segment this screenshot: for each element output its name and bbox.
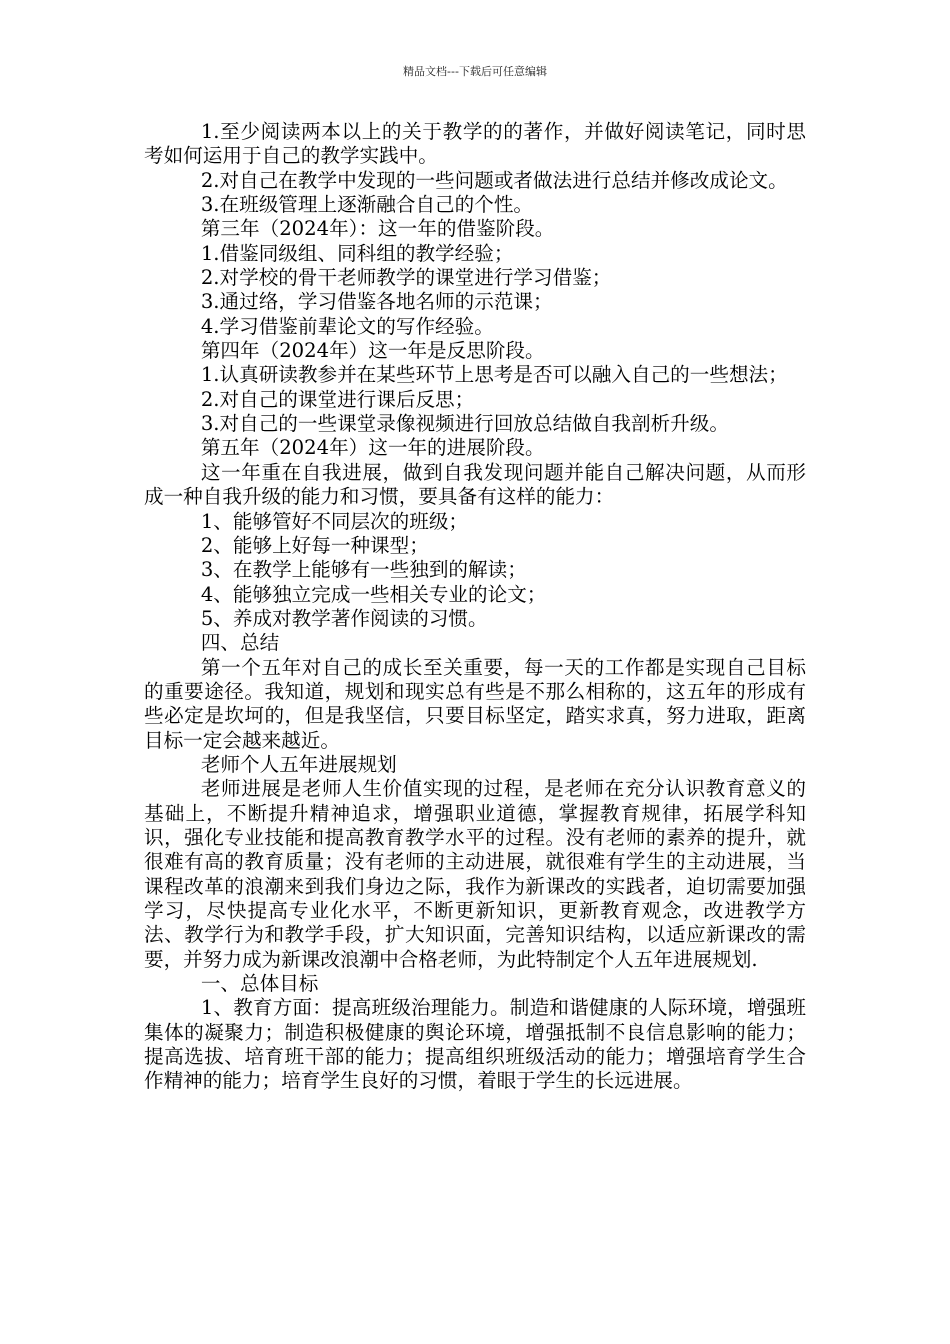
- paragraph: 5、养成对教学著作阅读的习惯。: [200, 606, 488, 630]
- paragraph: 1、教育方面：提高班级治理能力。制造和谐健康的人际环境，增强班集体的凝聚力；制造积极健康的舆论环境，增强抵制不良信息影响的能力；提高选拔、培育班干部的能力；提高组织班级活动的能力；增强培育学生合作精神的能力；培育学生良好的习惯，着眼于学生的长远进展。: [144, 996, 806, 1093]
- paragraph: 4.学习借鉴前辈论文的写作经验。: [200, 314, 494, 338]
- paragraph: 2.对自己的课堂进行课后反思；: [200, 387, 475, 411]
- paragraph: 1.借鉴同级组、同科组的教学经验；: [200, 241, 514, 265]
- paragraph: 1、能够管好不同层次的班级；: [200, 509, 469, 533]
- paragraph: 第四年（2024年）这一年是反思阶段。: [200, 339, 545, 363]
- document-body: [144, 120, 806, 1094]
- paragraph: 3.通过络，学习借鉴各地名师的示范课；: [200, 290, 553, 314]
- paragraph: 第五年（2024年）这一年的进展阶段。: [200, 436, 545, 460]
- section-heading: 老师个人五年进展规划: [200, 752, 397, 776]
- paragraph: 4、能够独立完成一些相关专业的论文；: [200, 582, 547, 606]
- paragraph: 3、在教学上能够有一些独到的解读；: [200, 558, 527, 582]
- paragraph: 2、能够上好每一种课型；: [200, 533, 429, 557]
- paragraph: 第一个五年对自己的成长至关重要，每一天的工作都是实现自己目标的重要途径。我知道，规划和现实总有些是不那么相称的，这五年的形成有些必定是坎坷的，但是我坚信，只要目标坚定，踏实求真，努力进取，距离目标一定会越来越近。: [144, 655, 806, 752]
- paragraph: 2.对学校的骨干老师教学的课堂进行学习借鉴；: [200, 266, 612, 290]
- paragraph: 3.在班级管理上逐渐融合自己的个性。: [200, 193, 534, 217]
- paragraph: 第三年（2024年）：这一年的借鉴阶段。: [200, 217, 555, 241]
- paragraph: 这一年重在自我进展，做到自我发现问题并能自己解决问题，从而形成一种自我升级的能力和习惯，要具备有这样的能力：: [144, 460, 806, 509]
- paragraph: 1.认真研读教参并在某些环节上思考是否可以融入自己的一些想法；: [200, 363, 788, 387]
- page-header: 精品文档---下载后可任意编辑: [403, 65, 547, 78]
- paragraph: 3.对自己的一些课堂录像视频进行回放总结做自我剖析升级。: [200, 412, 729, 436]
- paragraph: 2.对自己在教学中发现的一些问题或者做法进行总结并修改成论文。: [200, 168, 788, 192]
- section-heading: 一、总体目标: [200, 972, 319, 996]
- paragraph: 1.至少阅读两本以上的关于教学的的著作，并做好阅读笔记，同时思考如何运用于自己的教学实践中。: [144, 120, 806, 168]
- paragraph: 老师进展是老师人生价值实现的过程，是老师在充分认识教育意义的基础上，不断提升精神追求，增强职业道德，掌握教育规律，拓展学科知识，强化专业技能和提高教育教学水平的过程。没有老师的素养的提升，就很难有高的教育质量；没有老师的主动进展，就很难有学生的主动进展，当课程改革的浪潮来到我们身边之际，我作为新课改的实践者，迫切需要加强学习，尽快提高专业化水平，不断更新知识，更新教育观念，改进教学方法、教学行为和教学手段，扩大知识面，完善知识结构，以适应新课改的需要，并努力成为新课改浪潮中合格老师，为此特制定个人五年进展规划.: [144, 777, 806, 971]
- section-heading: 四、总结: [200, 631, 280, 655]
